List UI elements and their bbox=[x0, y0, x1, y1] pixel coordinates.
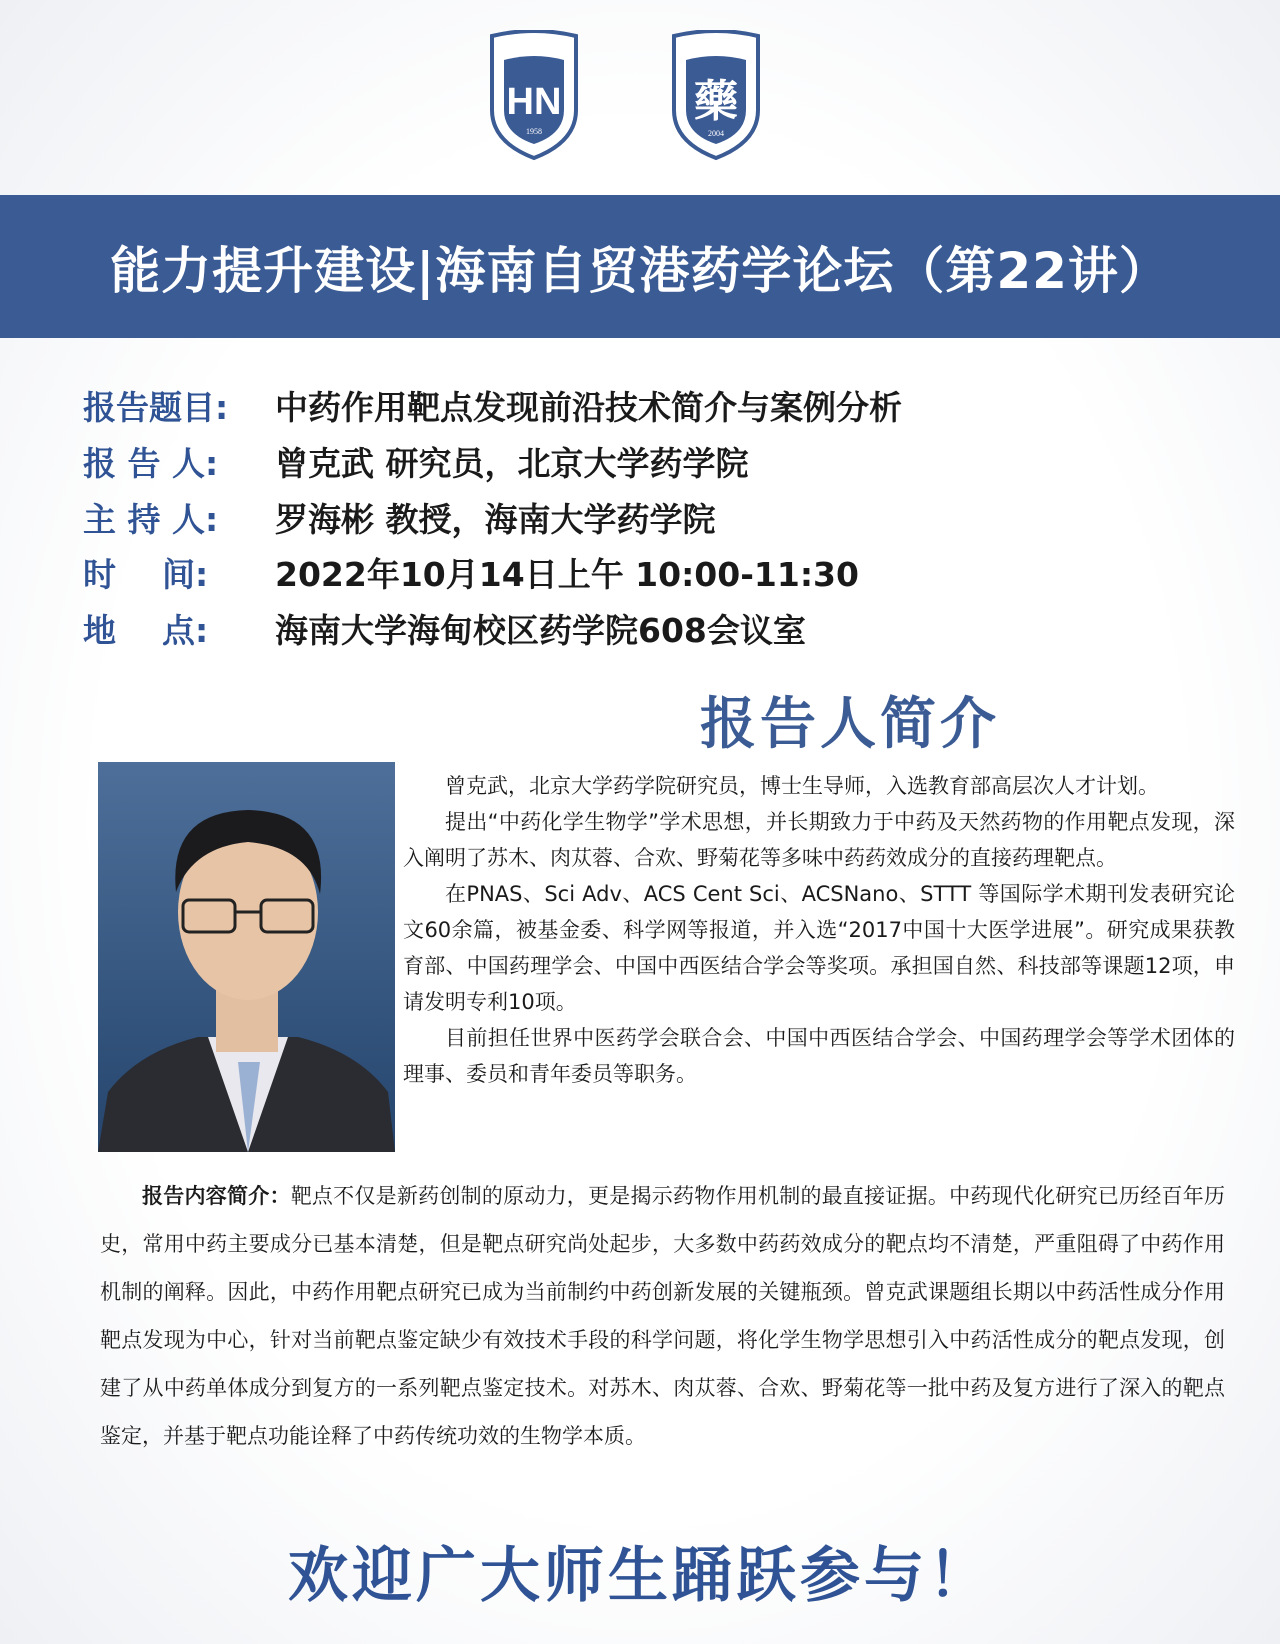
info-value: 中药作用靶点发现前沿技术简介与案例分析 bbox=[275, 388, 902, 427]
info-location bbox=[83, 605, 806, 652]
info-time bbox=[83, 549, 859, 596]
info-label: 时 间: bbox=[83, 555, 209, 594]
info-label: 主 持 人: bbox=[83, 500, 219, 539]
info-value: 海南大学海甸校区药学院608会议室 bbox=[275, 611, 806, 650]
banner-title: 能力提升建设|海南自贸港药学论坛（第22讲） bbox=[110, 241, 1170, 300]
info-topic bbox=[83, 382, 902, 429]
info-value: 2022年10月14日上午 10:00-11:30 bbox=[275, 555, 859, 594]
bio-heading: 报告人简介 bbox=[700, 692, 1000, 757]
svg-text:藥: 藥 bbox=[694, 76, 738, 127]
pharmacy-school-logo bbox=[670, 30, 762, 162]
info-value: 罗海彬 教授，海南大学药学院 bbox=[275, 500, 716, 539]
bio-paragraph: 曾克武，北京大学药学院研究员，博士生导师，入选教育部高层次人才计划。 bbox=[445, 774, 1159, 798]
svg-text:2004: 2004 bbox=[708, 129, 724, 138]
title-banner bbox=[0, 195, 1280, 338]
svg-text:HN: HN bbox=[506, 81, 562, 123]
speaker-photo bbox=[98, 762, 395, 1152]
abstract-label: 报告内容简介： bbox=[142, 1184, 291, 1208]
abstract bbox=[100, 1172, 1225, 1460]
bio-paragraph: 在PNAS、Sci Adv、ACS Cent Sci、ACSNano、STTT 等国际学术期刊发表研究论文60余篇，被基金委、科学网等报道，并入选“2017中国十大医学进展”。研究成果获教育部、中国药理学会、中国中西医结合学会等奖项。承担国自然、科技部等课题12项，申请发明专利10项。 bbox=[403, 882, 1235, 1014]
speaker-bio bbox=[403, 768, 1235, 1092]
bio-paragraph: 目前担任世界中医药学会联合会、中国中西医结合学会、中国药理学会等学术团体的理事、委员和青年委员等职务。 bbox=[403, 1026, 1235, 1086]
info-value: 曾克武 研究员，北京大学药学院 bbox=[275, 444, 749, 483]
info-label: 报告题目: bbox=[83, 388, 229, 427]
svg-text:1958: 1958 bbox=[526, 127, 542, 136]
welcome-footer: 欢迎广大师生踊跃参与！ bbox=[288, 1541, 992, 1611]
hainan-university-logo bbox=[488, 30, 580, 162]
abstract-text: 靶点不仅是新药创制的原动力，更是揭示药物作用机制的最直接证据。中药现代化研究已历经百年历史，常用中药主要成分已基本清楚，但是靶点研究尚处起步，大多数中药药效成分的靶点均不清楚，严重阻碍了中药作用机制的阐释。因此，中药作用靶点研究已成为当前制约中药创新发展的关键瓶颈。曾克武课题组长期以中药活性成分作用靶点发现为中心，针对当前靶点鉴定缺少有效技术手段的科学问题，将化学生物学思想引入中药活性成分的靶点发现，创建了从中药单体成分到复方的一系列靶点鉴定技术。对苏木、肉苁蓉、合欢、野菊花等一批中药及复方进行了深入的靶点鉴定，并基于靶点功能诠释了中药传统功效的生物学本质。 bbox=[100, 1184, 1226, 1448]
info-host bbox=[83, 494, 716, 541]
bio-paragraph: 提出“中药化学生物学”学术思想，并长期致力于中药及天然药物的作用靶点发现，深入阐明了苏木、肉苁蓉、合欢、野菊花等多味中药药效成分的直接药理靶点。 bbox=[403, 810, 1235, 870]
info-speaker bbox=[83, 438, 749, 485]
info-label: 地 点: bbox=[83, 611, 209, 650]
info-label: 报 告 人: bbox=[83, 444, 219, 483]
